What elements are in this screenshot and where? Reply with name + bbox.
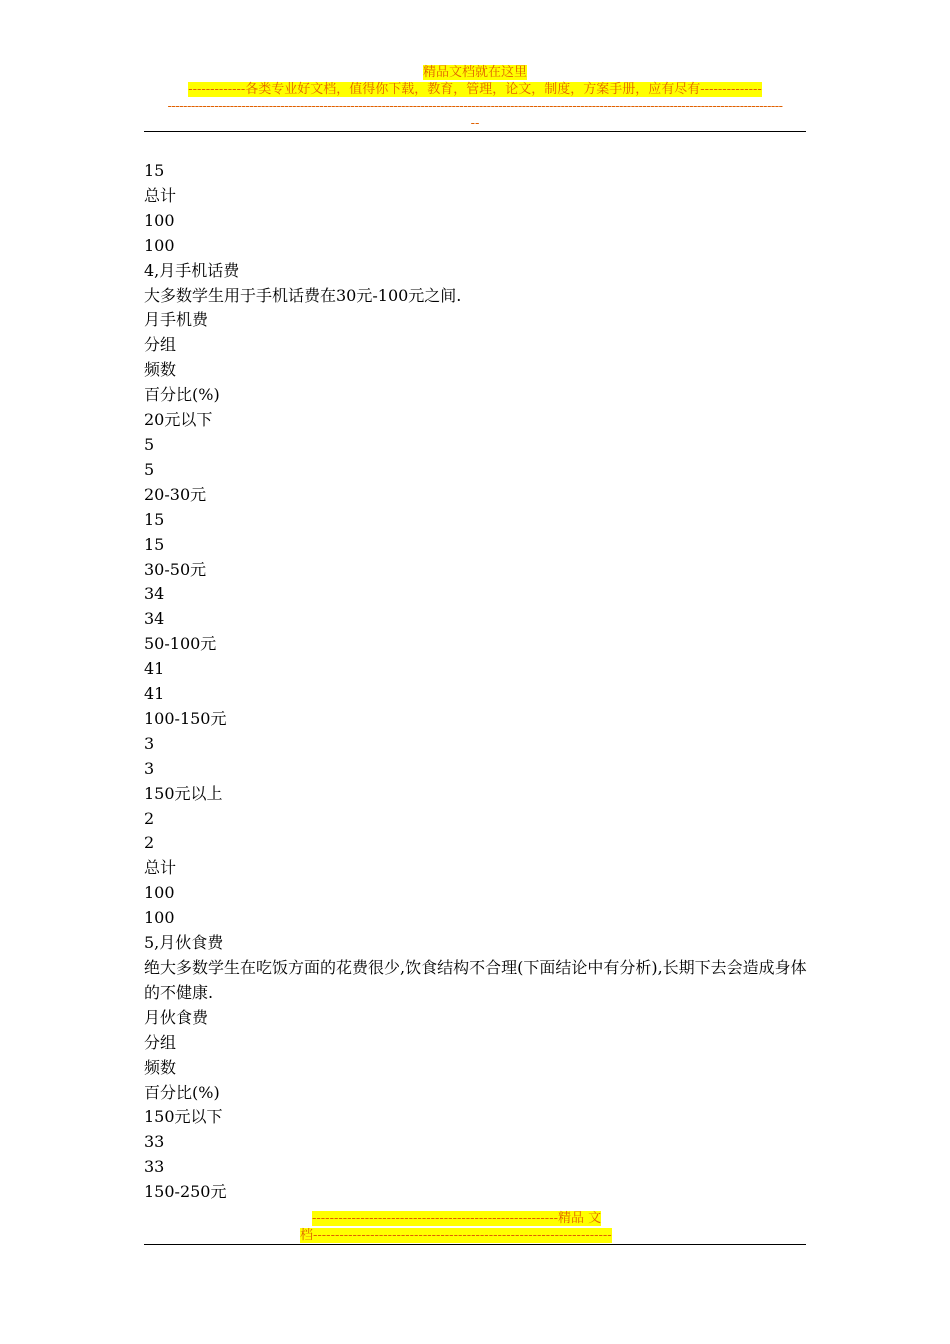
header-rule bbox=[144, 131, 806, 132]
footer-line-1: --------------------------------------------------------精品 文 bbox=[312, 1211, 602, 1226]
text-line: 100 bbox=[144, 908, 175, 928]
text-line: 总计 bbox=[144, 185, 177, 205]
text-line: 绝大多数学生在吃饭方面的花费很少,饮食结构不合理(下面结论中有分析),长期下去会造成身体的不健康. bbox=[144, 958, 807, 1002]
document-body bbox=[144, 159, 808, 1205]
text-line: 月手机费 bbox=[144, 310, 209, 330]
header-subtitle: -------------各类专业好文档，值得你下载，教育，管理，论文，制度，方案手册，应有尽有-------------- bbox=[188, 82, 762, 97]
text-line: 分组 bbox=[144, 335, 177, 355]
text-line: 2 bbox=[144, 808, 155, 828]
text-line: 100-150元 bbox=[144, 708, 227, 728]
text-line: 150元以下 bbox=[144, 1107, 223, 1127]
page-footer bbox=[300, 1210, 652, 1244]
text-line: 月伙食费 bbox=[144, 1007, 209, 1027]
text-line: 频数 bbox=[144, 360, 177, 380]
text-line: 2 bbox=[144, 833, 155, 853]
text-line: 5 bbox=[144, 459, 155, 479]
page-header bbox=[144, 64, 806, 132]
text-line: 总计 bbox=[144, 858, 177, 878]
text-line: 100 bbox=[144, 235, 175, 255]
header-dash-line: -------------------------------------------------------------------------------------------------------------------------------------------------------------- bbox=[167, 99, 783, 114]
text-line: 41 bbox=[144, 659, 165, 679]
text-line: 150-250元 bbox=[144, 1182, 227, 1202]
text-line: 150元以上 bbox=[144, 783, 223, 803]
text-line: 3 bbox=[144, 758, 155, 778]
text-line: 34 bbox=[144, 609, 165, 629]
text-line: 百分比(%) bbox=[144, 1082, 220, 1102]
text-line: 5 bbox=[144, 434, 155, 454]
footer-rule bbox=[144, 1244, 806, 1245]
text-line: 频数 bbox=[144, 1057, 177, 1077]
text-line: 33 bbox=[144, 1157, 165, 1177]
header-dash-tail: -- bbox=[470, 116, 480, 131]
text-line: 20元以下 bbox=[144, 410, 213, 430]
text-line: 50-100元 bbox=[144, 634, 217, 654]
text-line: 34 bbox=[144, 584, 165, 604]
section-heading: 4,月手机话费 bbox=[144, 260, 240, 280]
text-line: 分组 bbox=[144, 1032, 177, 1052]
text-line: 33 bbox=[144, 1132, 165, 1152]
text-line: 20-30元 bbox=[144, 484, 207, 504]
footer-line-2: 档-------------------------------------------------------------------- bbox=[300, 1228, 612, 1243]
text-line: 15 bbox=[144, 534, 165, 554]
text-line: 15 bbox=[144, 161, 165, 180]
text-line: 15 bbox=[144, 509, 165, 529]
header-title: 精品文档就在这里 bbox=[422, 65, 527, 80]
text-line: 41 bbox=[144, 684, 165, 704]
section-heading: 5,月伙食费 bbox=[144, 933, 224, 953]
text-line: 百分比(%) bbox=[144, 385, 220, 405]
text-line: 100 bbox=[144, 210, 175, 230]
text-line: 3 bbox=[144, 733, 155, 753]
text-line: 30-50元 bbox=[144, 559, 207, 579]
text-line: 大多数学生用于手机话费在30元-100元之间. bbox=[144, 285, 462, 305]
text-line: 100 bbox=[144, 883, 175, 903]
